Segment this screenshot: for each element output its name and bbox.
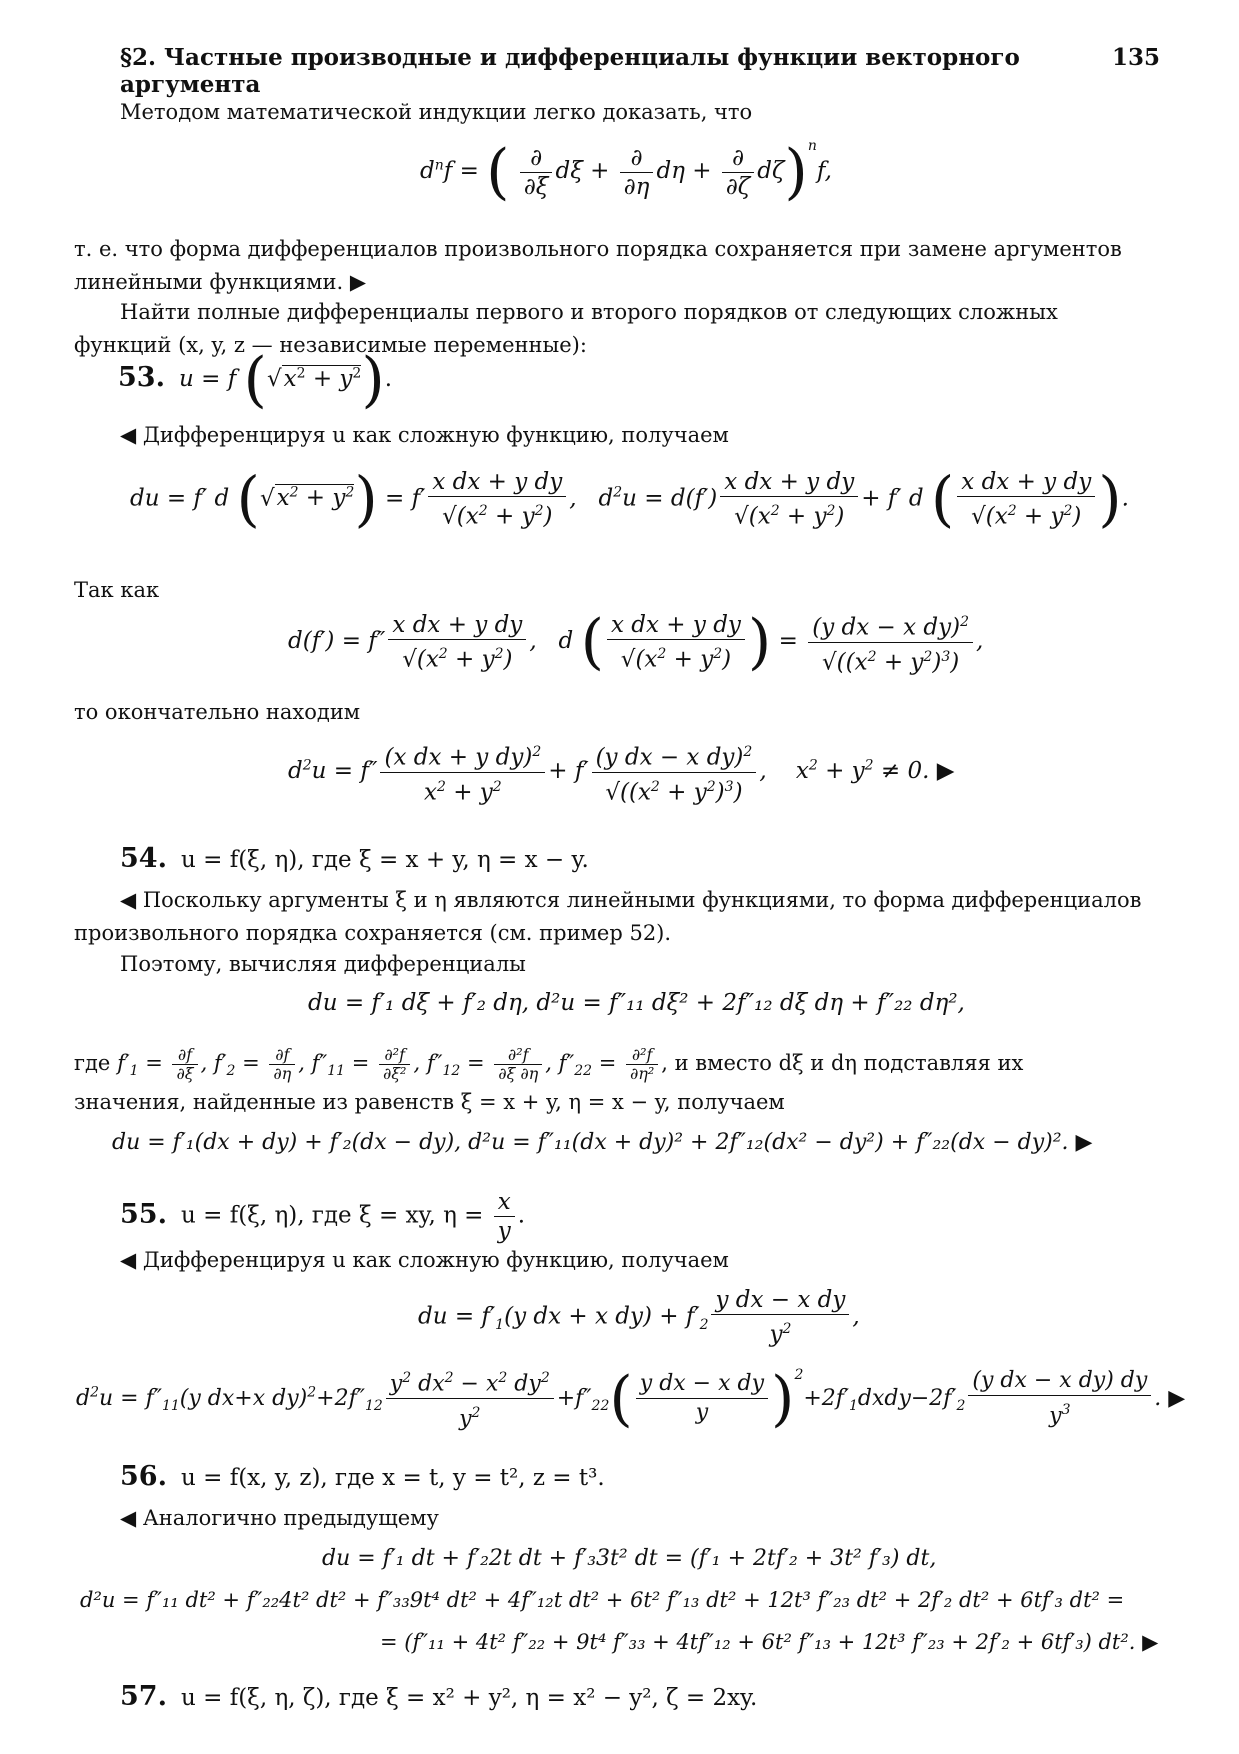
problem-number: 53. xyxy=(118,362,165,393)
problem-55-text: u = f(ξ, η), где ξ = xy, η = xyxy=(180,1202,484,1229)
formula-54-result: du = f′₁(dx + dy) + f′₂(dx − dy), d²u = f″₁₁(dx + dy)² + 2f″₁₂(dx² − dy²) + f″₂₂(dx − dy)². ▶ xyxy=(112,1130,1093,1155)
formula-55-d2u: $d^2u = f''_{11}(y$ dx+x $dy)^2+2f''_{12}$ $\frac{y^2 dx^2 - x^2 dy^2}{y^2}$ $+f''_{22}$( $\frac{\text{y dx − x dy}}{y}$ )$^2+2f'_1dxdy-2f'_2$ $\frac{\text{(y dx − x dy) dy}}{y^3}$ . ▶ xyxy=(76,1363,1186,1434)
running-header xyxy=(120,44,1160,98)
paragraph-53-since: Так как xyxy=(74,578,160,602)
paragraph-task: Найти полные дифференциалы первого и второго порядков от следующих сложных функций (x, y, z — независимые переменные): xyxy=(74,300,1058,357)
paragraph-56-similar: ◀ Аналогично предыдущему xyxy=(120,1506,439,1530)
formula-56-d2u-cont: = (f″₁₁ + 4t² f″₂₂ + 9t⁴ f″₃₃ + 4tf″₁₂ + 6t² f″₁₃ + 12t³ f″₂₃ + 2f′₂ + 6tf′₃) dt². ▶ xyxy=(380,1630,1159,1654)
formula-55-du: du = $f'_1(y$ dx + x $dy) + f'_2$ $\frac{\text{y dx − x dy}}{y^2}$ , xyxy=(418,1287,860,1348)
paragraph-53-intro: ◀ Дифференцируя u как сложную функцию, получаем xyxy=(120,423,729,447)
problem-54 xyxy=(120,842,589,877)
formula-dnf: $d^nf$ = ( $\frac{\partial}{\partial\xi}$ dξ + $\frac{\partial}{\partial\eta}$ dη + $\frac{\partial}{\partial\zeta}$ dζ)$^n$f, xyxy=(420,137,832,207)
formula-53-du: du = f′ d $(√x^2 + y^2) = f'$ $\frac{\text{x dx + y dy}}{√(x^2 + y^2)}$ , $d^2u = d(f')$ $\frac{\text{x dx + y dy}}{√(x^2 + y^2)}$ + f′ d ( $\frac{\text{x dx + y dy}}{√(x^2 + y^2)}$ ). xyxy=(130,464,1129,535)
paragraph-54-values: значения, найденные из равенств ξ = x + y, η = x − y, получаем xyxy=(74,1090,785,1114)
problem-57-text: u = f(ξ, η, ζ), где ξ = x² + y², η = x² − y², ζ = 2xy. xyxy=(180,1685,758,1711)
problem-number: 54. xyxy=(120,843,167,874)
formula-54-du: du = f′₁ dξ + f′₂ dη, d²u = f″₁₁ dξ² + 2f″₁₂ dξ dη + f″₂₂ dη², xyxy=(308,990,965,1016)
formula-56-du: du = f′₁ dt + f′₂2t dt + f′₃3t² dt = (f′₁ + 2tf′₂ + 3t² f′₃) dt, xyxy=(322,1546,937,1571)
problem-57 xyxy=(120,1680,757,1715)
paragraph-55-intro: ◀ Дифференцируя u как сложную функцию, получаем xyxy=(120,1248,729,1272)
problem-56-text: u = f(x, y, z), где x = t, y = t², z = t³. xyxy=(180,1465,605,1491)
problem-55: 55. u = f(ξ, η), где ξ = xy, η = $\frac{x}{y}$ . xyxy=(120,1189,526,1244)
formula-56-d2u: d²u = f″₁₁ dt² + f″₂₂4t² dt² + f″₃₃9t⁴ dt² + 4f″₁₂t dt² + 6t² f″₁₃ dt² + 12t³ f″₂₃ dt² + 2f′₂ dt² + 6tf′₃ dt² = xyxy=(80,1588,1125,1612)
formula-53-dfprime: d(f′) = f″ $\frac{\text{x dx + y dy}}{√(x^2 + y^2)}$ , d ( $\frac{\text{x dx + y dy}}{√(x^2 + y^2)}$ ) = $\frac{(y dx - x dy)^2}{√((x^2 + y^2)^3)}$ , xyxy=(288,607,984,678)
paragraph-54-where: где $f'_1$ = $\frac{\partial f}{\partial\xi}$ , $f'_2$ = $\frac{\partial f}{\partial\eta}$ , $f''_{11}$ = $\frac{\text{∂²f}}{\text{∂ξ²}}$ , $f''_{12}$ = $\frac{\text{∂²f}}{\partial\xi \partial\eta}$ , $f''_{22}$ = $\frac{\text{∂²f}}{\text{∂η²}}$ , и вместо dξ и dη подставляя их xyxy=(74,1045,1024,1083)
problem-54-text: u = f(ξ, η), где ξ = x + y, η = x − y. xyxy=(180,847,589,873)
section-title: §2. Частные производные и дифференциалы функции векторного аргумента xyxy=(120,44,1020,98)
problem-number: 55. xyxy=(120,1198,167,1230)
paragraph-form-preserved: т. е. что форма дифференциалов произвольного порядка сохраняется при замене аргументов линейными функциями. ▶ xyxy=(74,237,1122,294)
problem-56 xyxy=(120,1460,605,1495)
paragraph-53-finally: то окончательно находим xyxy=(74,700,361,724)
paragraph-induction: Методом математической индукции легко доказать, что xyxy=(120,100,753,124)
problem-53: 53. u = f $(√x^2 + y^2)$. xyxy=(118,345,393,415)
problem-number: 56. xyxy=(120,1461,167,1492)
formula-53-d2u: $d^2u = f''$ $\frac{(x dx + y dy)^2}{x^2 + y^2}$ + f′ $\frac{(y dx - x dy)^2}{√((x^2 + y^2)^3)}$ , $x^2 + y^2 \ne 0$. ▶ xyxy=(288,744,955,806)
page-number: 135 xyxy=(1111,44,1160,71)
paragraph-54-compute: Поэтому, вычисляя дифференциалы xyxy=(120,952,526,976)
paragraph-54-linear: ◀ Поскольку аргументы ξ и η являются линейными функциями, то форма дифференциалов произвольного порядка сохраняется (см. пример 52). xyxy=(74,888,1142,945)
problem-number: 57. xyxy=(120,1681,167,1712)
